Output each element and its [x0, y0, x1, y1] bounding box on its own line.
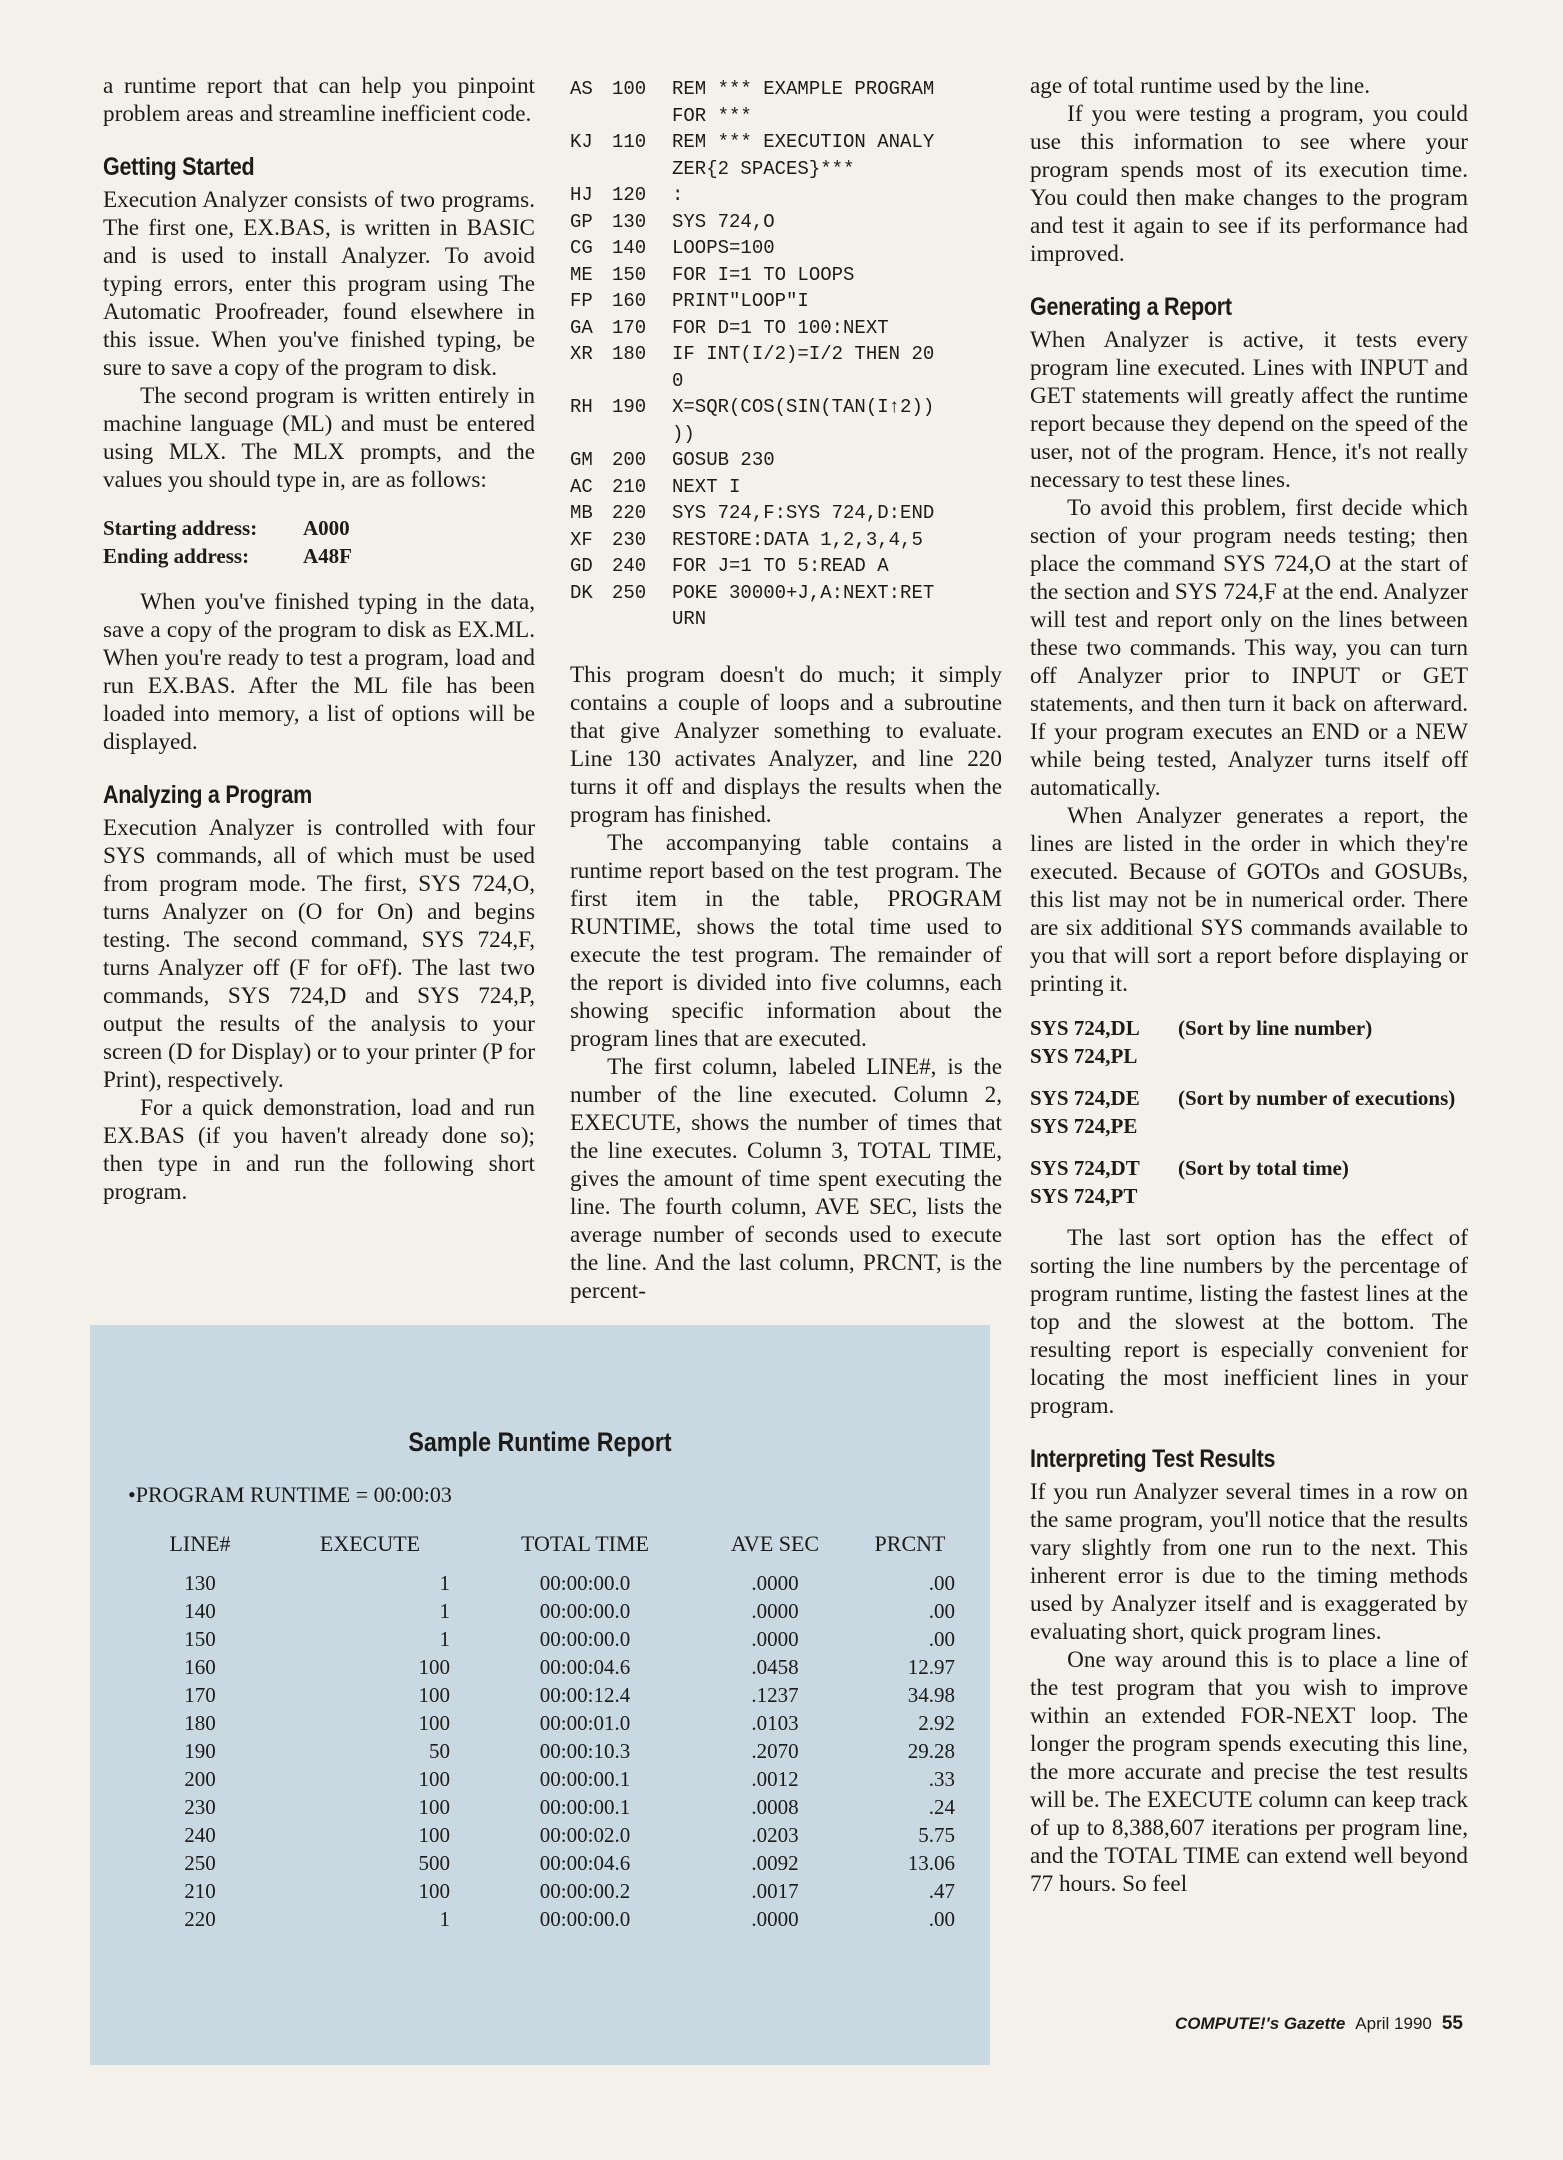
table-cell: 00:00:12.4: [539, 1683, 631, 1707]
code-text: LOOPS=100: [672, 237, 775, 259]
line-number: 240: [612, 555, 647, 577]
code-line: [570, 394, 1002, 447]
code-line: [570, 527, 1002, 554]
code-text: SYS 724,F:SYS 724,D:END: [672, 502, 935, 524]
table-cell: 00:00:00.1: [539, 1767, 631, 1791]
start-value: A000: [303, 516, 350, 540]
table-row: [90, 1599, 990, 1627]
table-cell: 34.98: [907, 1683, 955, 1707]
table-cell: 13.06: [907, 1851, 955, 1875]
table-cell: 29.28: [907, 1739, 955, 1763]
checksum: CG: [570, 237, 593, 259]
code-line: [570, 500, 1002, 527]
table-row: [90, 1683, 990, 1711]
sys-command: SYS 724,DL: [1030, 1016, 1140, 1040]
paragraph: Execution Analyzer consists of two programs. The first one, EX.BAS, is written in BASIC and is used to install Analyzer. To avoid typing errors, enter this program using The Automatic Proofreader, found elsewhere in this issue. When you've finished typing, be sure to save a copy of the program to disk.: [103, 187, 535, 381]
paragraph: For a quick demonstration, load and run EX.BAS (if you haven't already done so); then type in and run the following short program.: [103, 1095, 535, 1205]
table-cell: 210: [184, 1879, 216, 1903]
table-cell: 160: [184, 1655, 216, 1679]
sort-command: [1030, 1084, 1468, 1140]
code-line: [570, 341, 1002, 394]
checksum: GP: [570, 210, 593, 233]
code-line: [570, 288, 1002, 315]
table-cell: .0000: [751, 1627, 799, 1651]
table-row: [90, 1795, 990, 1823]
table-cell: .0203: [751, 1823, 799, 1847]
code-text: FOR J=1 TO 5:READ A: [672, 555, 889, 577]
table-cell: 2.92: [918, 1711, 955, 1735]
sort-description: (Sort by number of executions): [1178, 1086, 1456, 1110]
runtime-report-box: [90, 1325, 990, 2065]
sort-commands: [1030, 1014, 1468, 1210]
line-number: 230: [612, 528, 647, 551]
table-cell: 100: [418, 1795, 450, 1819]
code-text: GOSUB 230: [672, 449, 775, 471]
sort-description: (Sort by line number): [1178, 1016, 1373, 1040]
code-line: [570, 447, 1002, 474]
table-cell: .0017: [751, 1879, 799, 1903]
code-line: [570, 474, 1002, 501]
table-header-row: [90, 1531, 990, 1571]
checksum: XR: [570, 343, 593, 365]
sort-command: [1030, 1154, 1468, 1210]
table-cell: 00:00:01.0: [539, 1711, 631, 1735]
table-row: [90, 1907, 990, 1935]
start-label: Starting address:: [103, 516, 258, 540]
code-line: [570, 553, 1002, 580]
table-cell: 100: [418, 1879, 450, 1903]
checksum: AC: [570, 475, 593, 498]
heading-analyzing-program: Analyzing a Program: [103, 781, 312, 809]
table-cell: 00:00:00.0: [539, 1599, 631, 1623]
table-cell: 1: [439, 1571, 450, 1595]
address-block: [103, 514, 535, 570]
table-cell: .0012: [751, 1767, 799, 1791]
table-row: [90, 1655, 990, 1683]
line-number: 120: [612, 184, 647, 206]
table-cell: 100: [418, 1655, 450, 1679]
line-number: 110: [612, 131, 647, 153]
checksum: HJ: [570, 184, 593, 206]
end-value: A48F: [303, 544, 352, 568]
paragraph: When Analyzer is active, it tests every program line executed. Lines with INPUT and GET statements will greatly affect the runtime report because they depend on the speed of the user, not of the program. Hence, it's not really necessary to test these lines.: [1030, 327, 1468, 493]
end-label: Ending address:: [103, 544, 250, 568]
table-cell: 00:00:10.3: [539, 1739, 631, 1763]
checksum: DK: [570, 581, 593, 604]
table-cell: 500: [418, 1851, 450, 1875]
code-text: FOR I=1 TO LOOPS: [672, 263, 855, 286]
line-number: 210: [612, 475, 647, 498]
table-row: [90, 1823, 990, 1851]
paragraph: If you were testing a program, you could use this information to see where your program spends most of its execution time. You could then make changes to the program and test it again to see if its performance had improved.: [1030, 101, 1468, 267]
line-number: 250: [612, 581, 647, 604]
table-cell: .47: [928, 1879, 955, 1903]
table-cell: 180: [184, 1711, 216, 1735]
table-cell: .0103: [751, 1711, 799, 1735]
checksum: GD: [570, 555, 593, 577]
table-cell: 50: [429, 1739, 450, 1763]
paragraph: The first column, labeled LINE#, is the number of the line executed. Column 2, EXECUTE, shows the number of times that the line executes. Column 3, TOTAL TIME, gives the amount of time spent executing the line. The fourth column, AVE SEC, lists the average number of seconds used to execute the line. And the last column, PRCNT, is the percent-: [570, 1053, 1002, 1304]
table-cell: 200: [184, 1767, 216, 1791]
sys-command: SYS 724,PL: [1030, 1044, 1138, 1068]
table-row: [90, 1851, 990, 1879]
table-row: [90, 1711, 990, 1739]
line-number: 170: [612, 316, 647, 339]
paragraph: To avoid this problem, first decide which section of your program needs testing; then place the command SYS 724,O at the start of the section and SYS 724,F at the end. Analyzer will test and report only on the lines between these two commands. This way, you can turn off Analyzer prior to INPUT or GET statements, and then turn it back on afterward. If your program executes an END or a NEW while being tested, Analyzer turns itself off automatically.: [1030, 495, 1468, 801]
code-text: POKE 30000+J,A:NEXT:RET URN: [672, 581, 935, 630]
table-cell: 100: [418, 1767, 450, 1791]
checksum: KJ: [570, 131, 593, 153]
column-header: TOTAL TIME: [521, 1531, 649, 1556]
table-cell: .24: [928, 1795, 955, 1819]
checksum: ME: [570, 263, 593, 286]
line-number: 200: [612, 449, 647, 471]
table-cell: .00: [928, 1907, 955, 1931]
table-cell: 00:00:00.0: [539, 1627, 631, 1651]
table-cell: 1: [439, 1599, 450, 1623]
code-line: [570, 129, 1002, 182]
paragraph: The accompanying table contains a runtime report based on the test program. The first item in the table, PROGRAM RUNTIME, shows the total time used to execute the test program. The remainder of the report is divided into five columns, each showing specific information about the program lines that are executed.: [570, 829, 1002, 1052]
code-text: :: [672, 184, 684, 206]
line-number: 100: [612, 78, 647, 100]
code-line: [570, 76, 1002, 129]
column-header: PRCNT: [874, 1531, 946, 1556]
table-cell: .0458: [751, 1655, 799, 1679]
code-line: [570, 182, 1002, 209]
middle-column: [570, 76, 1002, 1305]
code-text: REM *** EXAMPLE PROGRAM FOR ***: [672, 78, 935, 127]
page-number: 55: [1441, 2013, 1463, 2034]
line-number: 140: [612, 237, 647, 259]
checksum: AS: [570, 78, 593, 100]
table-cell: 100: [418, 1683, 450, 1707]
paragraph: When you've finished typing in the data, save a copy of the program to disk as EX.ML. When you're ready to test a program, load and run EX.BAS. After the ML file has been loaded into memory, a list of options will be displayed.: [103, 589, 535, 755]
program-runtime: •PROGRAM RUNTIME = 00:00:03: [128, 1482, 452, 1507]
table-row: [90, 1571, 990, 1599]
table-cell: 140: [184, 1599, 216, 1623]
table-cell: .00: [928, 1599, 955, 1623]
sys-command: SYS 724,PT: [1030, 1184, 1138, 1208]
table-cell: .0008: [751, 1795, 799, 1819]
paragraph: a runtime report that can help you pinpoint problem areas and streamline inefficient code.: [103, 73, 535, 127]
left-column: [103, 72, 535, 1206]
line-number: 220: [612, 502, 647, 524]
table-cell: .1237: [751, 1683, 799, 1707]
table-row: [90, 1767, 990, 1795]
column-header: LINE#: [169, 1531, 231, 1556]
program-listing: [570, 76, 1002, 633]
table-cell: 220: [184, 1907, 216, 1931]
sys-command: SYS 724,DE: [1030, 1086, 1140, 1110]
code-text: REM *** EXECUTION ANALY ZER{2 SPACES}***: [672, 131, 935, 180]
checksum: XF: [570, 528, 593, 551]
heading-generating-report: Generating a Report: [1030, 293, 1232, 321]
table-cell: 130: [184, 1571, 216, 1595]
page-footer: [1175, 2013, 1463, 2035]
code-line: [570, 580, 1002, 633]
table-cell: 240: [184, 1823, 216, 1847]
checksum: MB: [570, 502, 593, 524]
table-cell: 170: [184, 1683, 216, 1707]
table-cell: 00:00:02.0: [539, 1823, 631, 1847]
code-text: FOR D=1 TO 100:NEXT: [672, 316, 889, 339]
code-text: NEXT I: [672, 475, 741, 498]
paragraph: One way around this is to place a line of the test program that you wish to improve within an extended FOR-NEXT loop. The longer the program spends executing this line, the more accurate and precise the test results will be. The EXECUTE column can keep track of up to 8,388,607 iterations per program line, and the TOTAL TIME can extend well beyond 77 hours. So feel: [1030, 1647, 1468, 1897]
table-cell: 190: [184, 1739, 216, 1763]
table-cell: 100: [418, 1711, 450, 1735]
table-cell: 1: [439, 1627, 450, 1651]
heading-interpreting-results: Interpreting Test Results: [1030, 1445, 1276, 1473]
table-cell: 230: [184, 1795, 216, 1819]
checksum: FP: [570, 290, 593, 312]
code-text: PRINT"LOOP"I: [672, 290, 809, 312]
table-cell: 12.97: [907, 1655, 955, 1679]
checksum: GA: [570, 316, 593, 339]
paragraph: age of total runtime used by the line.: [1030, 73, 1370, 99]
checksum: RH: [570, 396, 593, 418]
paragraph: This program doesn't do much; it simply contains a couple of loops and a subroutine that give Analyzer something to evaluate. Line 130 activates Analyzer, and line 220 turns it off and displays the results when the program has finished.: [570, 661, 1002, 828]
code-text: SYS 724,O: [672, 210, 775, 233]
table-cell: .00: [928, 1627, 955, 1651]
table-cell: .2070: [751, 1739, 799, 1763]
line-number: 130: [612, 210, 647, 233]
sys-command: SYS 724,DT: [1030, 1156, 1140, 1180]
table-cell: .0000: [751, 1907, 799, 1931]
table-title: Sample Runtime Report: [408, 1427, 672, 1457]
checksum: GM: [570, 449, 593, 471]
table-cell: .0092: [751, 1851, 799, 1875]
line-number: 180: [612, 343, 647, 365]
table-cell: 1: [439, 1907, 450, 1931]
table-cell: 00:00:04.6: [539, 1655, 631, 1679]
code-text: X=SQR(COS(SIN(TAN(I↑2)) )): [672, 396, 935, 445]
sort-command: [1030, 1014, 1468, 1070]
line-number: 150: [612, 263, 647, 286]
line-number: 190: [612, 396, 647, 418]
table-cell: 00:00:00.1: [539, 1795, 631, 1819]
table-cell: .0000: [751, 1599, 799, 1623]
runtime-table: [90, 1531, 990, 1935]
code-line: [570, 315, 1002, 342]
line-number: 160: [612, 290, 647, 312]
sys-command: SYS 724,PE: [1030, 1114, 1138, 1138]
paragraph: The second program is written entirely in machine language (ML) and must be entered using MLX. The MLX prompts, and the values you should type in, are as follows:: [103, 383, 535, 493]
paragraph: When Analyzer generates a report, the lines are listed in the order in which they're executed. Because of GOTOs and GOSUBs, this list may not be in numerical order. There are six additional SYS commands available to you that will sort a report before displaying or printing it.: [1030, 803, 1468, 997]
sort-description: (Sort by total time): [1178, 1156, 1349, 1180]
paragraph: Execution Analyzer is controlled with four SYS commands, all of which must be used from program mode. The first, SYS 724,O, turns Analyzer on (O for On) and begins testing. The second command, SYS 724,F, turns Analyzer off (F for oFf). The last two commands, SYS 724,D and SYS 724,P, output the results of the analysis to your screen (D for Display) or to your printer (P for Print), respectively.: [103, 815, 535, 1093]
column-header: AVE SEC: [730, 1531, 820, 1556]
paragraph: If you run Analyzer several times in a row on the same program, you'll notice that the results vary slightly from one run to the next. This inherent error is due to the timing methods used by Analyzer itself and is exaggerated by evaluating short, quick program lines.: [1030, 1479, 1468, 1645]
table-cell: .0000: [751, 1571, 799, 1595]
right-column: [1030, 72, 1468, 1898]
table-cell: 00:00:00.2: [539, 1879, 631, 1903]
heading-getting-started: Getting Started: [103, 153, 255, 181]
table-cell: 00:00:00.0: [539, 1571, 631, 1595]
issue-date: April 1990: [1355, 2014, 1432, 2033]
code-text: IF INT(I/2)=I/2 THEN 20 0: [672, 343, 935, 392]
table-cell: 150: [184, 1627, 216, 1651]
table-row: [90, 1879, 990, 1907]
table-cell: .33: [928, 1767, 955, 1791]
code-line: [570, 262, 1002, 289]
table-cell: 250: [184, 1851, 216, 1875]
table-cell: 00:00:00.0: [539, 1907, 631, 1931]
table-cell: 100: [418, 1823, 450, 1847]
column-header: EXECUTE: [319, 1531, 421, 1556]
code-line: [570, 235, 1002, 262]
publication-name: COMPUTE!'s Gazette: [1175, 2014, 1346, 2033]
table-row: [90, 1739, 990, 1767]
paragraph: The last sort option has the effect of sorting the line numbers by the percentage of program runtime, listing the fastest lines at the top and the slowest at the bottom. The resulting report is especially convenient for locating the most inefficient lines in your program.: [1030, 1225, 1468, 1419]
table-cell: 5.75: [918, 1823, 955, 1847]
code-line: [570, 209, 1002, 236]
table-cell: 00:00:04.6: [539, 1851, 631, 1875]
code-text: RESTORE:DATA 1,2,3,4,5: [672, 528, 923, 551]
table-row: [90, 1627, 990, 1655]
table-cell: .00: [928, 1571, 955, 1595]
